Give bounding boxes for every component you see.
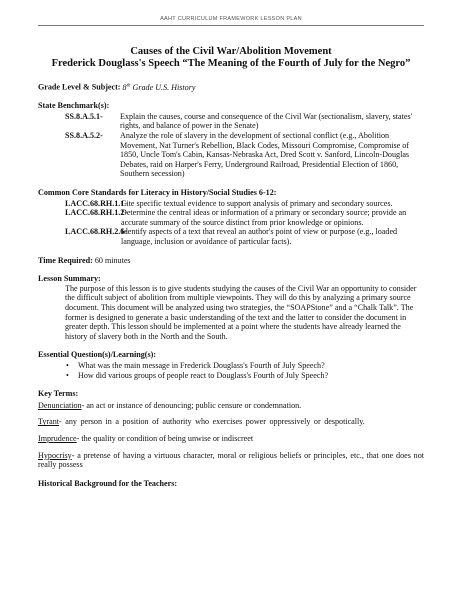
common-core-standards xyxy=(38,188,424,247)
state-benchmarks xyxy=(38,101,424,179)
questions-heading: Essential Question(s)/Learning(s): xyxy=(38,350,157,360)
benchmarks-heading: State Benchmark(s): xyxy=(38,101,110,111)
background-heading: Historical Background for the Teachers: xyxy=(38,478,178,488)
term-entry xyxy=(38,401,424,411)
benchmark-code: SS.8.A.5.1- xyxy=(65,111,103,121)
ccss-code: LACC.68.RH.1.2- xyxy=(65,208,128,218)
ccss-text: Identify aspects of a text that reveal an author's point of view or purpose (e.g., loaded language, inclusion or avoidance of particular facts). xyxy=(121,227,398,246)
term-entry xyxy=(38,417,424,427)
benchmark-item xyxy=(65,112,424,131)
time-label: Time Required: xyxy=(38,255,93,265)
header-divider xyxy=(38,25,424,26)
term-word: Hypocrisy xyxy=(38,450,72,460)
ccss-item xyxy=(65,199,424,209)
summary-heading: Lesson Summary: xyxy=(38,274,101,284)
question-item xyxy=(65,361,424,371)
ccss-text: Determine the central ideas or information of a primary or secondary source; provide an accurate summary of the source distinct from prior knowledge or opinions. xyxy=(121,208,407,227)
term-definition: - the quality or condition of being unwise or indiscreet xyxy=(76,433,254,443)
ccss-heading: Common Core Standards for Literacy in History/Social Studies 6-12: xyxy=(38,188,277,198)
grade-value: 8th Grade U.S. History xyxy=(122,82,196,92)
term-entry xyxy=(38,434,424,444)
document-title xyxy=(38,46,424,70)
page-header: AAHT CURRICULUM FRAMEWORK LESSON PLAN xyxy=(160,16,302,22)
terms-heading: Key Terms: xyxy=(38,389,79,399)
question-text: How did various groups of people react to Douglass's Fourth of July Speech? xyxy=(78,370,329,380)
lesson-summary xyxy=(38,274,424,341)
question-item xyxy=(65,371,424,381)
ccss-text: Cite specific textual evidence to support analysis of primary and secondary sources. xyxy=(121,198,393,208)
term-word: Imprudence xyxy=(38,433,77,443)
benchmark-list xyxy=(65,112,424,179)
term-word: Tyrant xyxy=(38,417,60,427)
summary-text: The purpose of this lesson is to give students studying the causes of the Civil War an opportunity to consider the difficult subject of abolition from multiple viewpoints. They will do this by analyzing a primary source document. This document will be analyzed using two strategies, the “SOAPStone” and a “Chalk Talk”. The former is designed to generate a basic understanding of the text and the latter to consider the document in greater depth. This lesson should be implemented at a point where the students have already learned the history of slavery both in the North and the South. xyxy=(65,283,417,341)
time-required xyxy=(38,256,424,266)
term-definition: - a pretense of having a virtuous character, moral or religious beliefs or principles, etc., that one does not really possess xyxy=(38,450,424,470)
grade-level xyxy=(38,81,424,92)
term-entry xyxy=(38,451,424,470)
bullet-icon: • xyxy=(66,370,69,380)
ccss-item xyxy=(65,227,424,246)
essential-questions xyxy=(38,350,424,380)
bullet-icon: • xyxy=(66,360,69,370)
title-line-1: Causes of the Civil War/Abolition Movement xyxy=(130,46,332,57)
time-value: 60 minutes xyxy=(94,255,131,265)
grade-label: Grade Level & Subject: xyxy=(38,82,121,92)
benchmark-item xyxy=(65,131,424,179)
key-terms xyxy=(38,389,424,470)
ccss-code: LACC.68.RH.1.1- xyxy=(65,198,128,208)
term-definition: - any person in a position of authority who exercises power oppressively or despotically. xyxy=(59,417,365,427)
ccss-item xyxy=(65,208,424,227)
ccss-list xyxy=(65,199,424,247)
benchmark-code: SS.8.A.5.2- xyxy=(65,131,103,141)
term-word: Denunciation xyxy=(38,400,82,410)
title-line-2: Frederick Douglass's Speech “The Meaning of the Fourth of July for the Negro” xyxy=(51,58,411,69)
benchmark-text: Analyze the role of slavery in the development of sectional conflict (e.g., Abolition Movement, Nat Turner's Rebellion, Black Codes, Missouri Compromise, Compromise of 1850, Uncle Tom's Cabin, Kansas-Nebraska Act, Dred Scott v. Sanford, Lincoln-Douglas Debates, raid on Harper's Ferry, Underground Railroad, Presidential Election of 1860, Southern secession) xyxy=(120,131,410,179)
term-definition: - an act or instance of denouncing; public censure or condemnation. xyxy=(81,400,302,410)
benchmark-text: Explain the causes, course and consequence of the Civil War (sectionalism, slavery, states' rights, and balance of power in the Senate) xyxy=(120,111,413,131)
questions-list xyxy=(65,361,424,380)
question-text: What was the main message in Frederick Douglass's Fourth of July Speech? xyxy=(78,360,325,370)
ccss-code: LACC.68.RH.2.6- xyxy=(65,227,128,237)
